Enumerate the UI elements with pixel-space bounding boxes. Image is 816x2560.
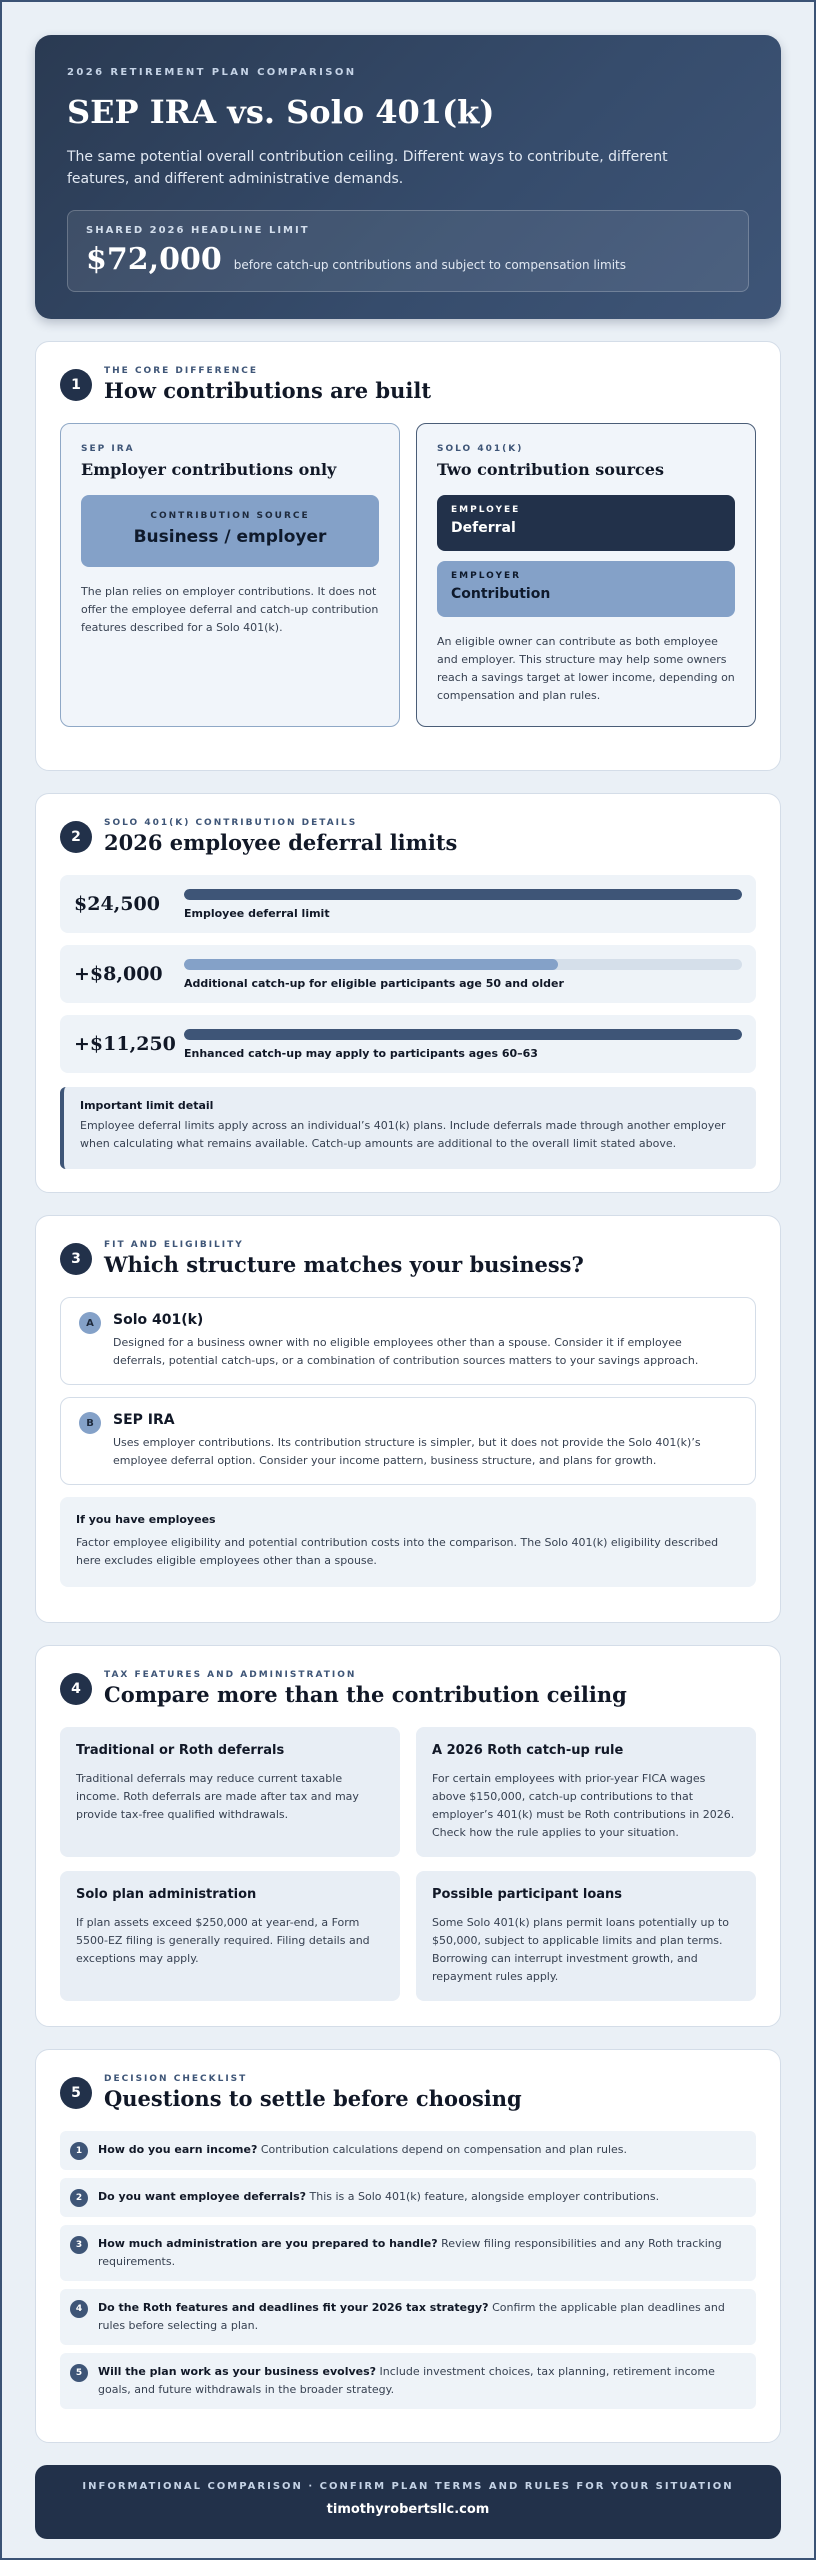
checklist-number: 4 xyxy=(70,2300,88,2318)
note-text: Factor employee eligibility and potential contribution costs into the comparison. The Solo 401(k) eligibility described here excludes eligible employees other than a spouse. xyxy=(76,1536,719,1567)
section-title: Compare more than the contribution ceiling xyxy=(104,1682,627,1707)
section-eyebrow: TAX FEATURES AND ADMINISTRATION xyxy=(104,1670,357,1680)
checklist-item xyxy=(60,2353,756,2409)
limit-row xyxy=(60,875,756,933)
feature-text: Traditional deferrals may reduce current taxable income. Roth deferrals are made after tax and may provide tax-free qualified withdrawals. xyxy=(76,1772,359,1821)
checklist-question: Do you want employee deferrals? xyxy=(98,2190,307,2203)
checklist-question: Do the Roth features and deadlines fit your 2026 tax strategy? xyxy=(98,2301,489,2314)
limit-bar-fill xyxy=(184,1029,742,1040)
limit-bar-track xyxy=(184,889,742,900)
section-number: 2 xyxy=(60,821,92,853)
option-text: Uses employer contributions. Its contribution structure is simpler, but it does not provide the Solo 401(k)’s employee deferral option. Consider your income pattern, business structure, and plans for growth. xyxy=(113,1436,701,1467)
solo-401k-card xyxy=(416,423,756,727)
feature-card xyxy=(60,1871,400,2001)
sep-ira-card xyxy=(60,423,400,727)
callout-title: Important limit detail xyxy=(80,1099,214,1112)
limit-bar-track xyxy=(184,1029,742,1040)
headline-limit-label: SHARED 2026 HEADLINE LIMIT xyxy=(86,225,310,236)
checklist-item xyxy=(60,2178,756,2217)
hero-banner xyxy=(35,35,781,319)
checklist-question: How much administration are you prepared to handle? xyxy=(98,2237,438,2250)
limit-bar-fill xyxy=(184,889,742,900)
section-decision-checklist xyxy=(35,2049,781,2443)
limit-row xyxy=(60,945,756,1003)
limit-label: Additional catch-up for eligible participants age 50 and older xyxy=(184,976,564,990)
checklist-number: 2 xyxy=(70,2189,88,2207)
feature-title: Possible participant loans xyxy=(432,1887,623,1902)
checklist-number: 5 xyxy=(70,2364,88,2382)
feature-title: Traditional or Roth deferrals xyxy=(76,1743,285,1758)
section-eyebrow: DECISION CHECKLIST xyxy=(104,2074,248,2084)
section-title: Which structure matches your business? xyxy=(104,1252,584,1277)
feature-card xyxy=(60,1727,400,1857)
checklist-number: 3 xyxy=(70,2236,88,2254)
footer xyxy=(35,2465,781,2539)
section-eyebrow: FIT AND ELIGIBILITY xyxy=(104,1240,244,1250)
option-solo-401k xyxy=(60,1297,756,1385)
feature-card xyxy=(416,1727,756,1857)
feature-text: For certain employees with prior-year FICA wages above $150,000, catch-up contributions to that employer’s 401(k) must be Roth contributions in 2026. Check how the rule applies to your situation. xyxy=(432,1772,735,1839)
plan-description: An eligible owner can contribute as both employee and employer. This structure may help some owners reach a savings target at lower income, depending on compensation and plan rules. xyxy=(437,635,735,702)
section-fit-eligibility xyxy=(35,1215,781,1623)
feature-card xyxy=(416,1871,756,2001)
limit-label: Enhanced catch-up may apply to participants ages 60–63 xyxy=(184,1046,538,1060)
headline-limit-amount: $72,000 xyxy=(86,242,222,277)
limit-amount: +$11,250 xyxy=(74,1033,176,1055)
section-title: 2026 employee deferral limits xyxy=(104,830,458,855)
option-title: SEP IRA xyxy=(113,1412,175,1428)
section-deferral-limits xyxy=(35,793,781,1193)
limit-row xyxy=(60,1015,756,1073)
section-number: 5 xyxy=(60,2077,92,2109)
checklist xyxy=(60,2131,756,2409)
limit-label: Employee deferral limit xyxy=(184,906,330,920)
checklist-answer: Confirm the applicable plan deadlines and rules before selecting a plan. xyxy=(98,2301,725,2332)
checklist-question: How do you earn income? xyxy=(98,2143,258,2156)
headline-limit-box xyxy=(67,210,749,292)
callout-text: Employee deferral limits apply across an individual’s 401(k) plans. Include deferrals made through another employer when calculating what remains available. Catch-up amounts are additional to the overall limit stated above. xyxy=(80,1119,726,1150)
option-text: Designed for a business owner with no eligible employees other than a spouse. Consider it if employee deferrals, potential catch-ups, or a combination of contribution sources matters to your savings approach. xyxy=(113,1336,699,1367)
option-badge: A xyxy=(79,1312,101,1334)
footer-disclaimer: INFORMATIONAL COMPARISON · CONFIRM PLAN TERMS AND RULES FOR YOUR SITUATION xyxy=(82,2481,734,2492)
checklist-question: Will the plan work as your business evolves? xyxy=(98,2365,377,2378)
feature-title: Solo plan administration xyxy=(76,1887,257,1902)
source-label: EMPLOYER xyxy=(451,571,522,581)
employees-note xyxy=(60,1497,756,1587)
checklist-answer: Include investment choices, tax planning, retirement income goals, and future withdrawals in the broader strategy. xyxy=(98,2365,715,2396)
section-number: 3 xyxy=(60,1243,92,1275)
hero-eyebrow: 2026 RETIREMENT PLAN COMPARISON xyxy=(67,67,357,78)
limit-amount: $24,500 xyxy=(74,893,160,915)
limit-bar-track xyxy=(184,959,742,970)
checklist-answer: This is a Solo 401(k) feature, alongside employer contributions. xyxy=(306,2190,660,2203)
checklist-number: 1 xyxy=(70,2142,88,2160)
limit-amount: +$8,000 xyxy=(74,963,163,985)
plan-tag: SOLO 401(K) xyxy=(437,444,524,454)
section-title: How contributions are built xyxy=(104,378,432,403)
limits-list xyxy=(60,875,756,1073)
contribution-source-block xyxy=(81,495,379,567)
section-number: 1 xyxy=(60,369,92,401)
checklist-item xyxy=(60,2131,756,2170)
plan-description: The plan relies on employer contributions. It does not offer the employee deferral and catch-up contribution features described for a Solo 401(k). xyxy=(81,585,379,634)
note-title: If you have employees xyxy=(76,1513,216,1526)
option-sep-ira xyxy=(60,1397,756,1485)
source-value: Deferral xyxy=(451,520,516,536)
option-title: Solo 401(k) xyxy=(113,1312,204,1328)
plan-tag: SEP IRA xyxy=(81,444,135,454)
feature-title: A 2026 Roth catch-up rule xyxy=(432,1743,624,1758)
employer-contribution-block xyxy=(437,561,735,617)
section-core-difference xyxy=(35,341,781,771)
source-label: EMPLOYEE xyxy=(451,505,521,515)
footer-site-link[interactable]: timothyrobertsllc.com xyxy=(326,2502,490,2517)
section-eyebrow: THE CORE DIFFERENCE xyxy=(104,366,259,376)
employee-deferral-block xyxy=(437,495,735,551)
checklist-item xyxy=(60,2289,756,2345)
limit-detail-callout xyxy=(60,1087,756,1169)
page-content xyxy=(35,35,781,2539)
section-title: Questions to settle before choosing xyxy=(104,2086,522,2111)
source-value: Business / employer xyxy=(133,527,327,547)
plan-title: Two contribution sources xyxy=(437,460,664,479)
limit-bar-fill xyxy=(184,959,558,970)
checklist-item xyxy=(60,2225,756,2281)
plan-title: Employer contributions only xyxy=(81,460,337,479)
source-value: Contribution xyxy=(451,586,551,602)
option-badge: B xyxy=(79,1412,101,1434)
hero-description: The same potential overall contribution ceiling. Different ways to contribute, different features, and different administrative demands. xyxy=(67,149,668,187)
headline-limit-note: before catch-up contributions and subject to compensation limits xyxy=(233,258,627,272)
page-title: SEP IRA vs. Solo 401(k) xyxy=(67,93,495,131)
section-eyebrow: SOLO 401(K) CONTRIBUTION DETAILS xyxy=(104,818,358,828)
section-tax-features xyxy=(35,1645,781,2027)
checklist-answer: Contribution calculations depend on compensation and plan rules. xyxy=(257,2143,627,2156)
feature-text: Some Solo 401(k) plans permit loans potentially up to $50,000, subject to applicable limits and plan terms. Borrowing can interrupt investment growth, and repayment rules apply. xyxy=(432,1916,729,1983)
checklist-answer: Review filing responsibilities and any Roth tracking requirements. xyxy=(98,2237,722,2268)
feature-text: If plan assets exceed $250,000 at year-end, a Form 5500-EZ filing is generally required. Filing details and exceptions may apply. xyxy=(76,1916,370,1965)
features-grid xyxy=(60,1727,756,2015)
section-number: 4 xyxy=(60,1673,92,1705)
source-label: CONTRIBUTION SOURCE xyxy=(150,511,310,521)
